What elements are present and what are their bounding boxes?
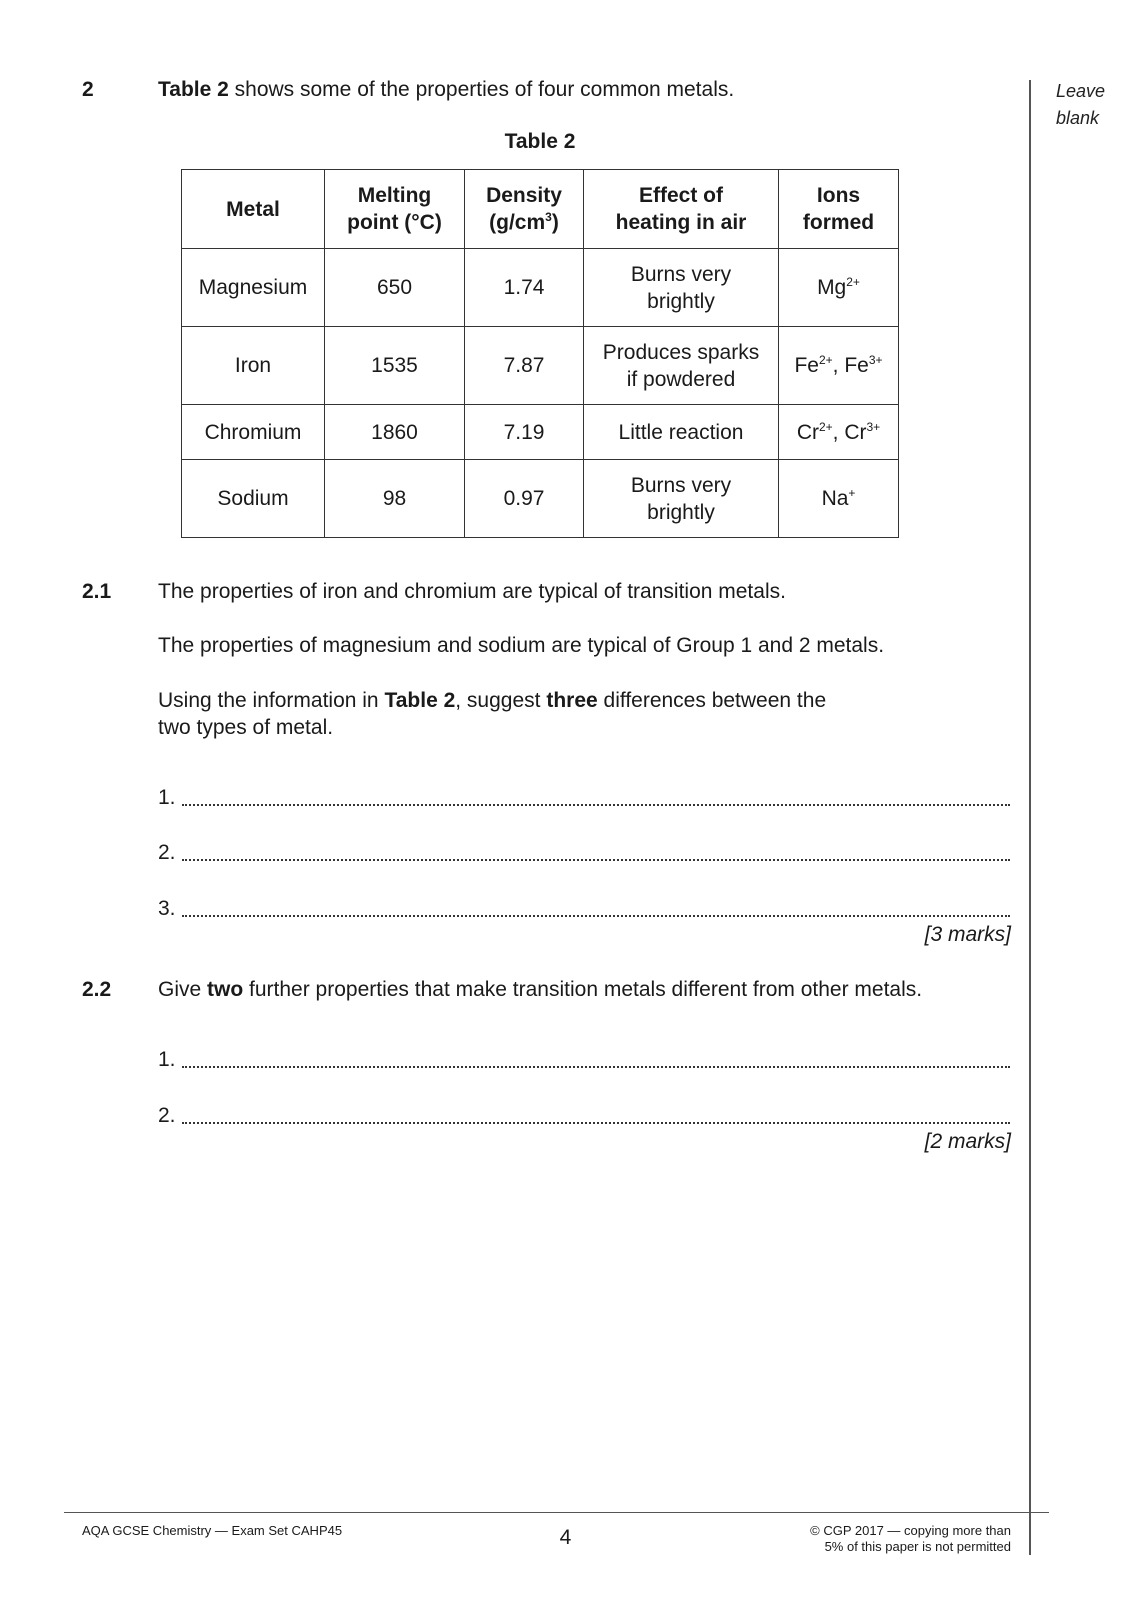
- answer-number: 2.: [158, 841, 176, 864]
- cell-effect: [584, 249, 779, 327]
- cell-metal: Chromium: [182, 405, 325, 460]
- cell-text: Burns very: [630, 262, 732, 286]
- cell-density: 0.97: [465, 460, 584, 538]
- page-number: 4: [559, 1526, 572, 1549]
- answer-number: 1.: [158, 786, 176, 809]
- cell-density: 1.74: [465, 249, 584, 327]
- ion-symbol: , Cr: [832, 420, 867, 444]
- q22-marks: [2 marks]: [924, 1130, 1011, 1153]
- dotted-answer-line: [182, 915, 1010, 917]
- question-2-intro: [158, 76, 734, 103]
- header-metal: [182, 170, 325, 249]
- header-text: heating in air: [615, 211, 747, 234]
- answer-line-q22-2[interactable]: [158, 1102, 1010, 1129]
- ion-symbol: , Fe: [832, 354, 869, 377]
- q22-bold: two: [207, 978, 244, 1001]
- table-row: [182, 327, 899, 405]
- answer-number: 3.: [158, 897, 176, 920]
- ion-charge: +: [848, 486, 856, 500]
- header-text: point (°C): [347, 211, 442, 234]
- header-text: formed: [802, 211, 875, 234]
- cell-text: Produces sparks: [602, 340, 760, 364]
- cell-text: Burns very: [630, 473, 732, 497]
- header-text: Effect of: [639, 184, 723, 207]
- margin-rule: [1029, 80, 1031, 1555]
- footer-copyright: [810, 1523, 1011, 1555]
- q21-text: , suggest: [455, 689, 547, 712]
- leave-blank-label: [1056, 78, 1105, 132]
- dotted-answer-line: [182, 859, 1010, 861]
- q21-marks: [3 marks]: [924, 923, 1011, 946]
- question-number-2-2: 2.2: [82, 978, 112, 1001]
- answer-line-q22-1[interactable]: [158, 1046, 1010, 1073]
- header-text: Ions: [816, 184, 861, 207]
- cell-melting-point: 650: [325, 249, 465, 327]
- header-text: Metal: [226, 197, 280, 221]
- answer-number: 1.: [158, 1048, 176, 1071]
- q22-text: [158, 976, 922, 1003]
- header-text: Melting: [357, 184, 432, 207]
- question-number-2-1: 2.1: [82, 580, 112, 603]
- ion-symbol: Cr: [796, 420, 819, 444]
- table-caption: Table 2: [504, 130, 576, 153]
- metal-properties-table: [181, 169, 899, 538]
- ion-charge: 3+: [868, 353, 883, 367]
- ion-charge: 3+: [866, 419, 881, 434]
- q22-text-part: further properties that make transition metals different from other metals.: [243, 978, 923, 1001]
- copyright-line2: 5% of this paper is not permitted: [824, 1539, 1011, 1554]
- cell-text: Little reaction: [618, 420, 744, 444]
- q21-text: differences between the: [597, 689, 827, 712]
- leave-label-line1: Leave: [1056, 81, 1106, 101]
- ion-charge: 2+: [818, 419, 833, 434]
- dotted-answer-line: [182, 804, 1010, 806]
- header-melting-point: [325, 170, 465, 249]
- q21-line3: [158, 687, 826, 714]
- cell-metal: Magnesium: [182, 249, 325, 327]
- q21-line2: The properties of magnesium and sodium are typical of Group 1 and 2 metals.: [158, 634, 885, 657]
- cell-density: 7.87: [465, 327, 584, 405]
- header-ions-formed: [779, 170, 899, 249]
- q21-bold: Table 2: [384, 689, 456, 712]
- header-text: Density: [486, 184, 562, 207]
- question-number-2: 2: [82, 78, 94, 101]
- cell-metal: Sodium: [182, 460, 325, 538]
- q22-text-part: Give: [158, 978, 208, 1001]
- table-header-row: [182, 170, 899, 249]
- leave-label-line2: blank: [1056, 108, 1100, 128]
- header-text: ): [551, 211, 559, 234]
- ion-charge: 2+: [846, 275, 860, 289]
- intro-text: shows some of the properties of four common metals.: [228, 78, 735, 101]
- header-effect-heating: [584, 170, 779, 249]
- answer-line-q21-2[interactable]: [158, 839, 1010, 866]
- ion-symbol: Fe: [794, 354, 819, 377]
- cell-text: brightly: [647, 500, 715, 524]
- q21-line4: two types of metal.: [158, 716, 334, 739]
- cell-melting-point: 98: [325, 460, 465, 538]
- answer-number: 2.: [158, 1104, 176, 1127]
- ion-symbol: Na: [821, 487, 849, 510]
- footer-exam-title: AQA GCSE Chemistry — Exam Set CAHP45: [82, 1523, 343, 1538]
- header-text: (g/cm: [489, 211, 546, 234]
- q21-line1: The properties of iron and chromium are typical of transition metals.: [158, 580, 786, 603]
- q21-bold: three: [546, 689, 598, 712]
- header-density: [465, 170, 584, 249]
- table-row: [182, 460, 899, 538]
- footer-rule: [64, 1512, 1049, 1513]
- ion-charge: 2+: [818, 353, 833, 367]
- cell-text: if powdered: [626, 367, 736, 391]
- cell-density: 7.19: [465, 405, 584, 460]
- cell-ions: [779, 249, 899, 327]
- copyright-line1: © CGP 2017 — copying more than: [810, 1523, 1011, 1538]
- dotted-answer-line: [182, 1066, 1010, 1068]
- intro-bold-ref: Table 2: [158, 78, 229, 101]
- cell-effect: [584, 405, 779, 460]
- header-superscript: 3: [545, 210, 552, 224]
- ion-symbol: Mg: [817, 276, 847, 299]
- table-row: [182, 405, 899, 460]
- answer-line-q21-3[interactable]: [158, 895, 1010, 922]
- answer-line-q21-1[interactable]: [158, 784, 1010, 811]
- table-row: [182, 249, 899, 327]
- cell-ions: [779, 460, 899, 538]
- q21-text: Using the information in: [158, 689, 385, 712]
- cell-melting-point: 1535: [325, 327, 465, 405]
- cell-melting-point: 1860: [325, 405, 465, 460]
- cell-text: brightly: [647, 289, 715, 313]
- dotted-answer-line: [182, 1122, 1010, 1124]
- cell-ions: [779, 405, 899, 460]
- cell-effect: [584, 460, 779, 538]
- cell-metal: Iron: [182, 327, 325, 405]
- cell-ions: [779, 327, 899, 405]
- cell-effect: [584, 327, 779, 405]
